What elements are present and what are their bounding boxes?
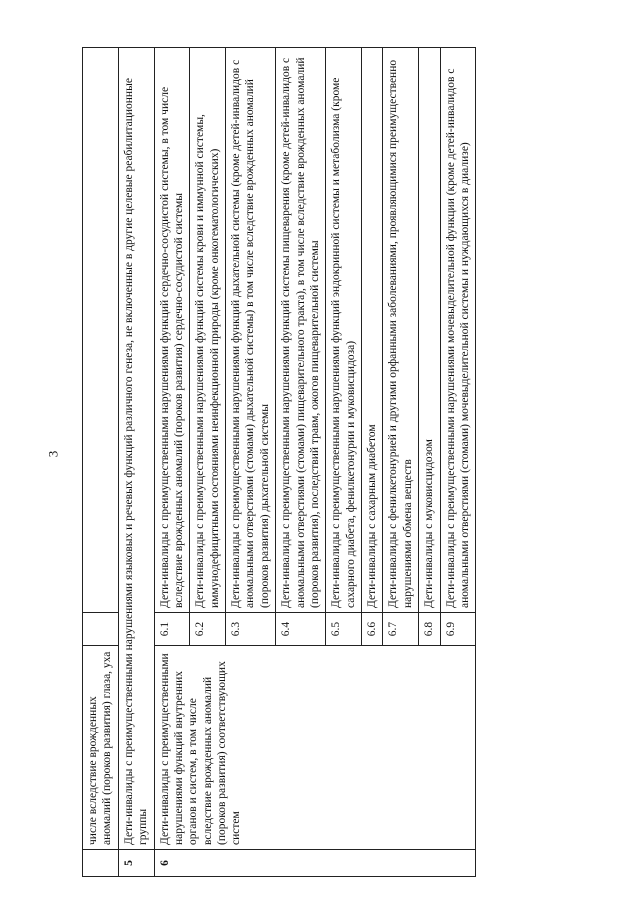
table-row <box>118 48 154 877</box>
description-cell: Дети-инвалиды с преимущественными нарушениями мочевыделительной функции (кроме детей-инвалидов с аномальными отверстиями (стомами) мочевыделительной системы и нуждающихся в диализе) <box>440 48 476 613</box>
sub-number <box>83 613 119 646</box>
category-cell: Дети-инвалиды с преимущественными нарушениями языковых и речевых функций различного генеза, не включенные в другие целевые реабилитационные группы <box>118 48 154 850</box>
row-number <box>83 850 119 877</box>
description-cell: Дети-инвалиды с преимущественными нарушениями функций системы крови и иммунной системы, иммунодефицитными состояниями неинфекционной природы (кроме онкогематологических) <box>190 48 226 613</box>
description-cell: Дети-инвалиды с преимущественными нарушениями функций дыхательной системы (кроме детей-инвалидов с аномальными отверстиями (стомами) дыхательной системы) в том числе вследствие врожденных аномалий (пороков развития) дыхательной системы <box>226 48 276 613</box>
description-cell: Дети-инвалиды с преимущественными нарушениями функций эндокринной системы и метаболизма (кроме сахарного диабета, фенилкетонурии и муковисцидоза) <box>326 48 362 613</box>
description-cell: Дети-инвалиды с фенилкетонурией и другими орфанными заболеваниями, проявляющимися преимущественно нарушениями обмена веществ <box>383 48 419 613</box>
sub-number: 6.3 <box>226 613 276 646</box>
sub-number: 6.5 <box>326 613 362 646</box>
description-cell: Дети-инвалиды с сахарным диабетом <box>362 48 383 613</box>
description-cell: Дети-инвалиды с преимущественными нарушениями функций сердечно-сосудистой системы, в том числе вследствие врожденных аномалий (пороков развития) сердечно-сосудистой системы <box>154 48 190 613</box>
category-cell: числе вследствие врожденных аномалий (пороков развития) глаза, уха <box>83 646 119 850</box>
row-number: 6 <box>154 850 476 877</box>
description-cell: Дети-инвалиды с преимущественными нарушениями функций системы пищеварения (кроме детей-инвалидов с аномальными отверстиями (стомами) пищеварительного тракта), в том числе вследствие врожденных аномалий (пороков развития), последствий травм, ожогов пищеварительной системы <box>276 48 326 613</box>
rehab-groups-table <box>82 47 476 877</box>
sub-number: 6.6 <box>362 613 383 646</box>
sub-number: 6.9 <box>440 613 476 646</box>
description-cell: Дети-инвалиды с муковисцидозом <box>419 48 440 613</box>
table-row <box>154 48 190 877</box>
sub-number: 6.7 <box>383 613 419 646</box>
table-row <box>83 48 119 877</box>
sub-number: 6.2 <box>190 613 226 646</box>
category-cell: Дети-инвалиды с преимущественными нарушениями функций внутренних органов и систем, в том числе вследствие врожденных аномалий (пороков развития) соответствующих систем <box>154 646 476 850</box>
row-number: 5 <box>118 850 154 877</box>
sub-number: 6.8 <box>419 613 440 646</box>
sub-number: 6.4 <box>276 613 326 646</box>
page-number: 3 <box>45 450 61 458</box>
description-cell <box>83 48 119 613</box>
sub-number: 6.1 <box>154 613 190 646</box>
